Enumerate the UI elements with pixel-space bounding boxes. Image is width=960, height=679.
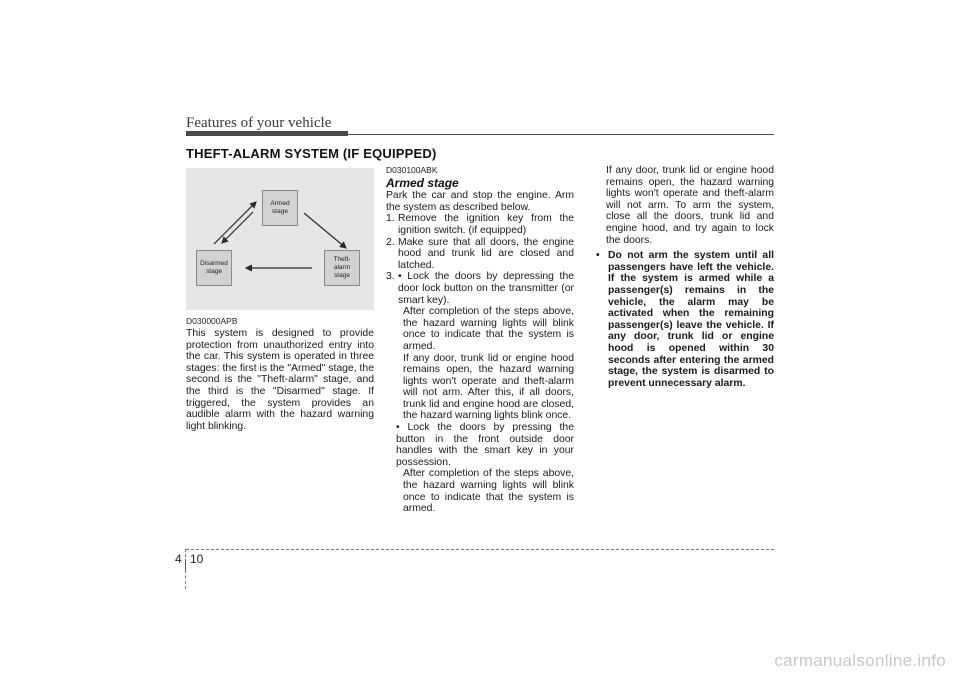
chapter-number: 4 bbox=[175, 552, 182, 566]
armed-stage-code: D030100ABK bbox=[386, 165, 438, 175]
warning-text: Do not arm the system until all passengers have left the vehicle. If the system is armed while a passenger(s) remains in the vehicle, the alarm may be activated when the remaining passenger(s) leave the vehicle. If any door, trunk lid or engine hood is opened within 30 seconds after entering the armed stage, the system is disarmed to prevent unnecessary alarm. bbox=[608, 250, 774, 389]
watermark: carmanualsonline.info bbox=[774, 651, 946, 670]
arm-failure-note: If any door, trunk lid or engine hood remains open, the hazard warning lights won't operate and theft-alarm will not arm. To arm the system, close all the doors, trunk lid and engine hood, and try again to lock the doors. bbox=[606, 165, 774, 246]
footer-rule bbox=[186, 549, 774, 550]
page-header-title: Features of your vehicle bbox=[186, 115, 332, 131]
step-1 bbox=[386, 213, 574, 236]
smart-key-result: After completion of the steps above, the hazard warning lights will blink once to indicate that the system is armed. bbox=[403, 468, 574, 515]
arrow-armed-to-disarmed bbox=[222, 212, 253, 243]
header-rule bbox=[348, 134, 774, 135]
step-text: Remove the ignition key from the ignition switch. (if equipped) bbox=[398, 213, 574, 236]
section-title: THEFT-ALARM SYSTEM (IF EQUIPPED) bbox=[186, 146, 437, 161]
arrow-disarmed-to-armed bbox=[214, 202, 256, 244]
footer-separator bbox=[185, 559, 186, 571]
warning-column bbox=[596, 165, 774, 389]
header-bar bbox=[186, 131, 348, 136]
armed-stage-column bbox=[386, 165, 574, 515]
intro-paragraph: This system is designed to provide protection from unauthorized entry into the car. This system is operated in three stages: the first is the "Armed" stage, the second is the "Theft-alarm" stage, and the third is the "Disarmed" stage. If triggered, the system provides an audible alarm with the hazard warning light blinking. bbox=[186, 328, 374, 432]
step-text: • Lock the doors by depressing the door lock button on the transmitter (or smart key). bbox=[398, 271, 574, 306]
step-3-result: After completion of the steps above, the hazard warning lights will blink once to indicate that the system is armed. bbox=[403, 306, 574, 352]
warning-item bbox=[596, 250, 774, 389]
alarm-stage-diagram bbox=[186, 168, 374, 310]
arrow-armed-to-theft bbox=[304, 213, 346, 248]
smart-key-bullet: • Lock the doors by pressing the button in the front outside door handles with the smart key in your possession. bbox=[396, 422, 574, 468]
step-number: 1. bbox=[386, 213, 395, 225]
section-code: D030000APB bbox=[186, 316, 238, 326]
armed-stage-box: Armed stage bbox=[262, 190, 298, 226]
step-text: Make sure that all doors, the engine hood and trunk lid are closed and latched. bbox=[398, 236, 574, 271]
armed-stage-heading: Armed stage bbox=[386, 175, 459, 190]
warning-bullet: • bbox=[596, 250, 600, 262]
step-number: 2. bbox=[386, 236, 395, 248]
theft-alarm-stage-box: Theft-alarm stage bbox=[324, 250, 360, 286]
page-number: 10 bbox=[190, 552, 204, 566]
step-2 bbox=[386, 237, 574, 272]
armed-stage-intro: Park the car and stop the engine. Arm the system as described below. bbox=[386, 190, 574, 213]
step-3-note: If any door, trunk lid or engine hood remains open, the hazard warning lights won't operate and theft-alarm will not arm. After this, if all doors, trunk lid and engine hood are closed, the hazard warning lights blink once. bbox=[403, 352, 574, 422]
intro-column bbox=[186, 316, 374, 432]
disarmed-stage-box: Disarmed stage bbox=[196, 250, 232, 286]
step-3 bbox=[386, 271, 574, 306]
step-number: 3. bbox=[386, 271, 395, 283]
